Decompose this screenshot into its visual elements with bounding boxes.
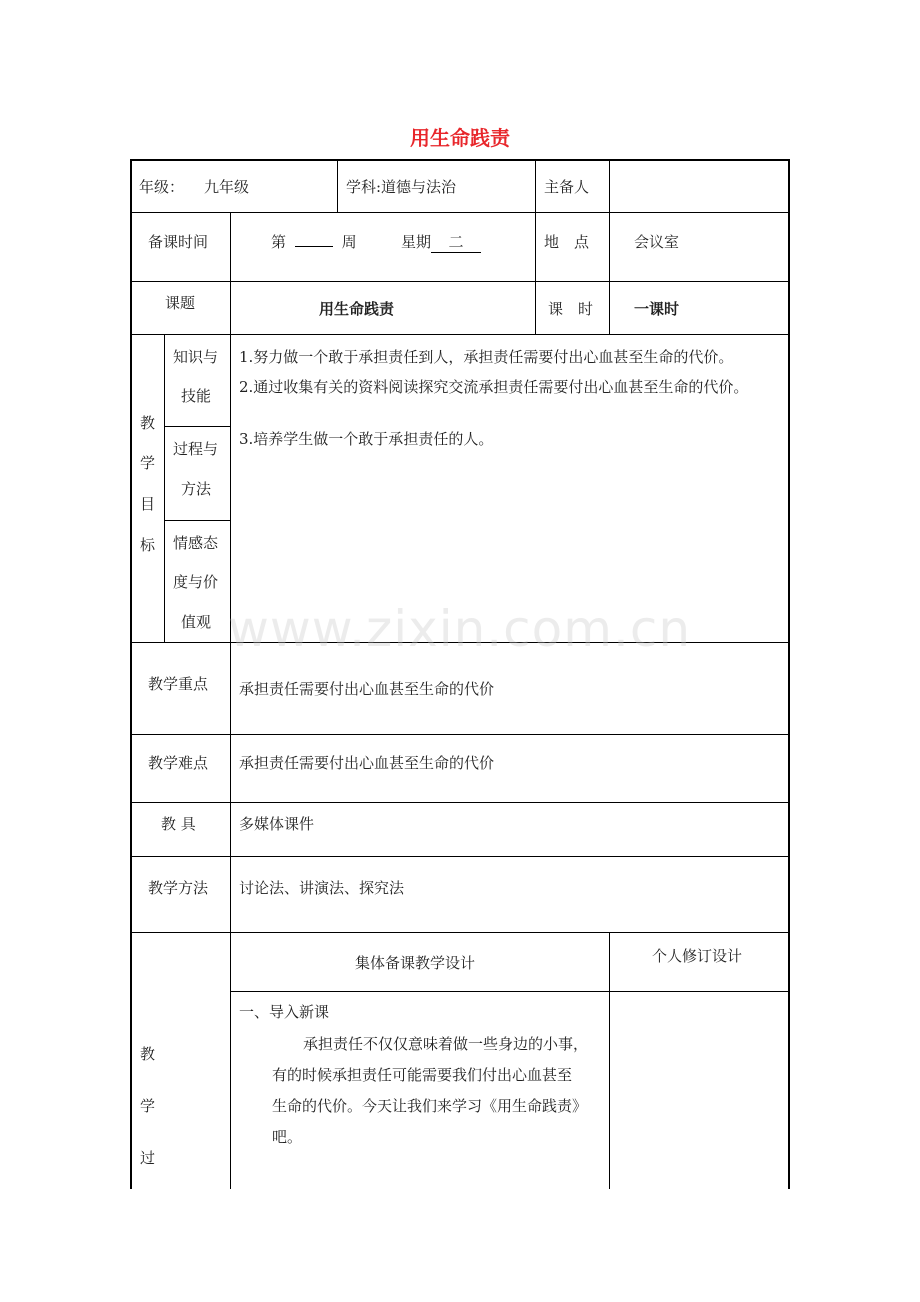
key-point-label: 教学重点 xyxy=(148,675,209,693)
process-label-char: 学 xyxy=(140,1097,156,1115)
process-heading: 一、导入新课 xyxy=(239,1003,330,1021)
emotion-label: 情感态 xyxy=(173,534,219,552)
process-line: 承担责任不仅仅意味着做一些身边的小事， xyxy=(303,1035,589,1053)
process-line: 有的时候承担责任可能需要我们付出心血甚至 xyxy=(272,1066,573,1084)
document-title: 用生命践责 xyxy=(410,126,510,150)
weekday-value: 二 xyxy=(431,232,481,253)
knowledge-label: 技能 xyxy=(181,387,212,405)
grade-value: 九年级 xyxy=(204,178,250,196)
emotion-label: 度与价 xyxy=(173,573,219,591)
objectives-label-char: 教 xyxy=(140,414,156,432)
week-prefix: 第 xyxy=(271,233,287,251)
process-label-char: 教 xyxy=(140,1045,156,1063)
key-point-value: 承担责任需要付出心血甚至生命的代价 xyxy=(239,680,495,698)
preparer-label: 主备人 xyxy=(544,178,590,196)
process-label: 方法 xyxy=(181,480,212,498)
process-line: 生命的代价。今天让我们来学习《用生命践责》 xyxy=(272,1097,588,1115)
personal-design-header: 个人修订设计 xyxy=(652,947,743,965)
method-value: 讨论法、讲演法、探究法 xyxy=(239,879,405,897)
process-line: 吧。 xyxy=(272,1128,303,1146)
place-value: 会议室 xyxy=(634,233,680,251)
objective-item: 2.通过收集有关的资料阅读探究交流承担责任需要付出心血甚至生命的代价。 xyxy=(239,378,749,396)
grade-label: 年级： xyxy=(139,178,185,196)
subject-text: 学科:道德与法治 xyxy=(346,178,457,196)
objective-item: 1.努力做一个敢于承担责任到人，承担责任需要付出心血甚至生命的代价。 xyxy=(239,348,734,366)
schedule-label: 备课时间 xyxy=(148,233,209,251)
weekday-label: 星期 xyxy=(401,233,432,251)
place-label: 地 点 xyxy=(544,233,590,251)
week-suffix: 周 xyxy=(341,233,357,251)
watermark: www.zixin.com.cn xyxy=(228,600,692,658)
objectives-label-char: 学 xyxy=(140,454,156,472)
schedule-week xyxy=(271,232,357,252)
objectives-label-char: 目 xyxy=(140,495,156,513)
difficulty-value: 承担责任需要付出心血甚至生命的代价 xyxy=(239,754,495,772)
schedule-weekday xyxy=(401,232,481,253)
process-label-char: 过 xyxy=(140,1149,156,1167)
method-label: 教学方法 xyxy=(148,879,209,897)
topic-label: 课题 xyxy=(165,294,196,312)
topic-value: 用生命践责 xyxy=(319,300,395,318)
objective-item: 3.培养学生做一个敢于承担责任的人。 xyxy=(239,430,494,448)
tools-value: 多媒体课件 xyxy=(239,815,315,833)
knowledge-label: 知识与 xyxy=(173,348,219,366)
difficulty-label: 教学难点 xyxy=(148,754,209,772)
hours-value: 一课时 xyxy=(634,300,680,318)
collective-design-header: 集体备课教学设计 xyxy=(355,954,476,972)
week-blank xyxy=(295,246,333,247)
hours-label: 课 时 xyxy=(548,300,594,318)
emotion-label: 值观 xyxy=(181,613,212,631)
process-label: 过程与 xyxy=(173,440,219,458)
objectives-label-char: 标 xyxy=(140,536,156,554)
tools-label: 教 具 xyxy=(161,815,196,833)
